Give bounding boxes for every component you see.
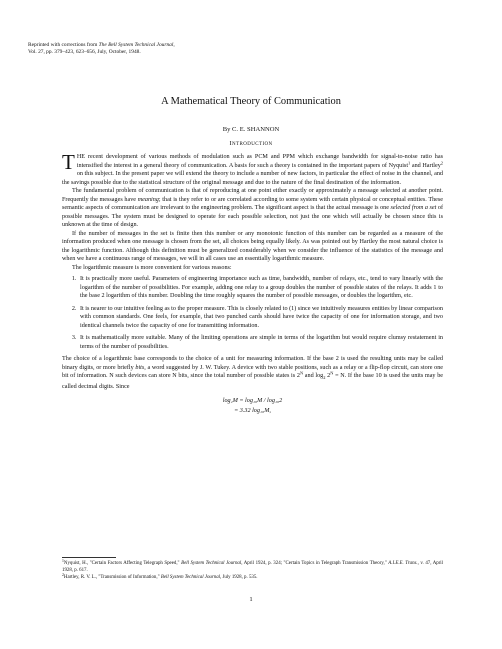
equation-line-1: log₂M = log₁₀M / log₁₀2 <box>222 398 283 405</box>
drop-cap: T <box>62 150 75 174</box>
reasons-list <box>62 275 443 351</box>
footnote-ref-2[interactable]: 2 <box>440 160 443 165</box>
list-item: 1. It is practically more useful. Parameters of engineering importance such as time, bandwidth, number of relays, etc., tend to vary linearly with the logarithm of the number of possibilities. For example, adding one relay to a group doubles the number of possible states of the relays. It adds 1 to the base 2 logarithm of this number. Doubling the time roughly squares the number of possible messages, or doubles the logarithm, etc. <box>78 275 443 301</box>
body-text <box>62 150 444 420</box>
equation-line-2: = 3.32 log₁₀M, <box>234 408 271 415</box>
paper-author: By C. E. SHANNON <box>222 126 280 133</box>
footnote-2: $^2$Hartley, R. V. L., "Transmission of Information," Bell System Technical Journal, July 1928, p. 535. <box>62 572 258 580</box>
reprint-volume: Vol. 27, pp. 379–423, 623–656, July, October, 1948. <box>28 49 141 55</box>
paper-title: A Mathematical Theory of Communication <box>161 96 341 107</box>
footnote-1: $^1$Nyquist, H., "Certain Factors Affecting Telegraph Speed," Bell System Technical Journal, April 1924, p. 324; "Certain Topics in Telegraph Transmission Theory," A.I.E.E. Trans., v. 47, April 1928, p. 617. <box>62 559 444 573</box>
paragraph-1: THE recent development of various methods of modulation such as PCM and PPM which exchange bandwidth for signal-to-noise ratio has intensified the interest in a general theory of communication. A basis for such a theory is contained in the important papers of Nyquist$^1$ and Hartley$^2$ on this subject. In the present paper we will extend the theory to include a number of new factors, in particular the effect of noise in the channel, and the savings possible due to the statistical structure of the original message and due to the nature of the final destination of the information. <box>62 150 443 186</box>
list-item: 2. It is nearer to our intuitive feeling as to the proper measure. This is closely related to (1) since we intuitively measures entities by linear comparison with common standards. One feels, for example, that two punched cards should have twice the capacity of one for information storage, and two identical channels twice the capacity of one for transmitting information. <box>78 305 443 331</box>
reprint-journal: The Bell System Technical Journal, <box>98 42 175 48</box>
paragraph-3: If the number of messages in the set is finite then this number or any monotonic function of this number can be regarded as a measure of the information produced when one message is chosen from the set, all choices being equally likely. As was pointed out by Hartley the most natural choice is the logarithmic function. Although this definition must be generalized considerably when we consider the influence of the statistics of the message and when we have a continuous range of messages, we will in all cases use an essentially logarithmic measure. <box>62 230 443 262</box>
footnotes <box>62 561 443 581</box>
page-number: 1 <box>249 596 253 603</box>
reprint-note <box>28 42 175 56</box>
equation <box>62 396 443 416</box>
paragraph-2: The fundamental problem of communication is that of reproducing at one point either exactly or approximately a message selected at another point. Frequently the messages have meaning; that is they refer to or are correlated according to some system with certain physical or conceptual entities. These semantic aspects of communication are irrelevant to the engineering problem. The significant aspect is that the actual message is one selected from a set of possible messages. The system must be designed to operate for each possible selection, not just the one which will actually be chosen since this is unknown at the time of design. <box>62 188 444 228</box>
section-heading: Introduction <box>229 140 273 147</box>
paragraph-4: The logarithmic measure is more convenient for various reasons: <box>72 264 232 271</box>
list-item: 3. It is mathematically more suitable. Many of the limiting operations are simple in terms of the logarithm but would require clumsy restatement in terms of the number of possibilities. <box>78 334 443 351</box>
paragraph-5: The choice of a logarithmic base corresponds to the choice of a unit for measuring information. If the base 2 is used the resulting units may be called binary digits, or more briefly bits, a word suggested by J. W. Tukey. A device with two stable positions, such as a relay or a flip-flop circuit, can store one bit of information. N such devices can store N bits, since the total number of possible states is $2^N$ and $\log_2 2^N = N$. If the base 10 is used the units may be called decimal digits. Since <box>62 356 443 390</box>
footnote-divider <box>62 557 116 558</box>
footnote-ref-1[interactable]: 1 <box>408 160 411 165</box>
reprint-text: Reprinted with corrections from <box>28 42 99 48</box>
